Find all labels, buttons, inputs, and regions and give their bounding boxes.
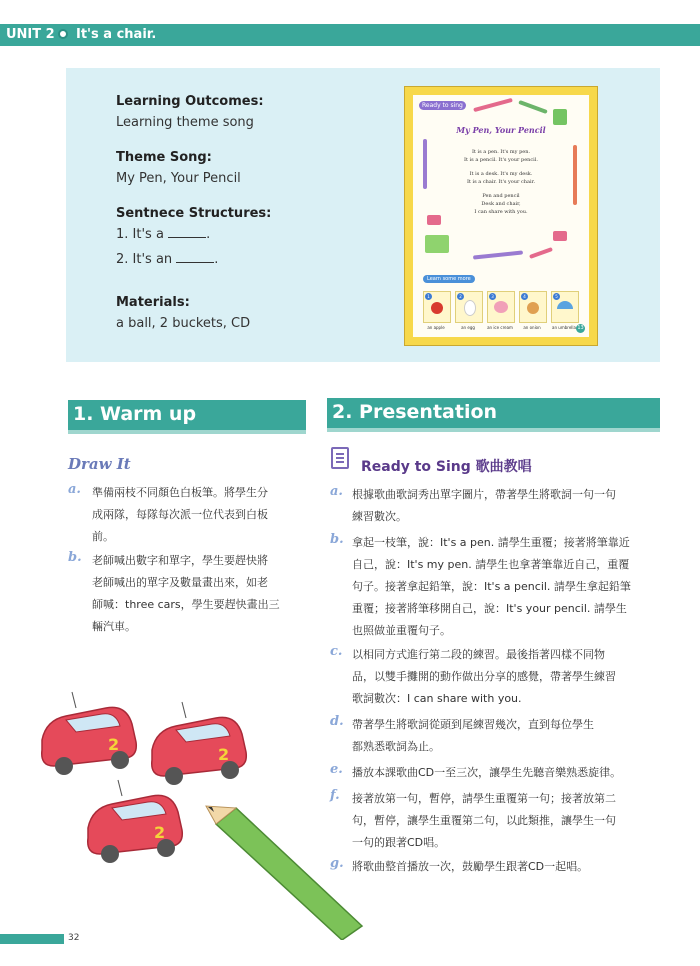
picture-caption: an onion <box>523 325 541 330</box>
lyric-line: It is a pen. It's my pen. <box>471 149 531 155</box>
unit-title: It's a chair. <box>76 27 157 42</box>
item-line: 練習數次。 <box>352 510 407 523</box>
item-line: 重覆；接著將筆移開自己，說：It's your pencil. 請學生 <box>352 602 627 615</box>
song-title: My Pen, Your Pencil <box>456 125 546 135</box>
structure-2-text: 2. It's an <box>116 252 173 267</box>
song-page-thumbnail <box>404 86 598 346</box>
crayon-illustration <box>518 100 548 114</box>
item-marker: c. <box>330 644 343 659</box>
cars-illustration <box>36 690 366 940</box>
item-line: 老師喊出數字和單字，學生要趕快將 <box>92 554 268 567</box>
warmup-heading-bar <box>68 400 306 430</box>
item-line: 句子。接著拿起鉛筆，說：It's a pencil. 請學生拿起鉛筆 <box>352 580 631 593</box>
book-page-number: 13 <box>577 325 584 331</box>
presentation-item-d <box>330 714 660 758</box>
unit-label: UNIT 2 <box>6 27 55 42</box>
item-marker: b. <box>330 532 344 547</box>
presentation-item-e <box>330 762 660 784</box>
presentation-item-c <box>330 644 660 710</box>
ice-cream-picture <box>487 291 515 323</box>
chair-illustration <box>553 109 567 125</box>
presentation-underline <box>327 428 660 432</box>
item-line: 以相同方式進行第二段的練習。最後指著四樣不同物 <box>352 648 605 661</box>
footer-bar <box>0 934 64 944</box>
page-number: 32 <box>68 933 80 943</box>
eraser-illustration <box>553 231 567 241</box>
item-line: 成兩隊，每隊每次派一位代表到白板 <box>92 508 268 521</box>
item-line: 品，以雙手攤開的動作做出分享的感覺，帶著學生練習 <box>352 670 616 683</box>
lyric-line: Pen and pencil <box>482 193 520 199</box>
item-marker: b. <box>68 550 82 565</box>
warmup-item-a <box>68 482 304 548</box>
item-line: 也照做並重覆句子。 <box>352 624 451 637</box>
lesson-info-column <box>116 94 356 331</box>
item-line: 播放本課歌曲CD一至三次，讓學生先聽音樂熟悉旋律。 <box>352 766 622 779</box>
lyric-line: It is a desk. It's my desk. <box>469 171 533 177</box>
theme-song-heading: Theme Song: <box>116 150 212 165</box>
outcomes-value: Learning theme song <box>116 115 254 130</box>
crayon-illustration <box>529 247 553 259</box>
warmup-item-b <box>68 550 304 638</box>
picture-caption: an apple <box>427 325 445 330</box>
egg-picture <box>455 291 483 323</box>
presentation-item-a <box>330 484 660 528</box>
warmup-underline <box>68 430 306 434</box>
presentation-item-b <box>330 532 660 642</box>
lyric-line: It is a chair. It's your chair. <box>466 179 536 185</box>
item-marker: a. <box>330 484 343 499</box>
pencil-illustration <box>473 98 513 112</box>
pencil-illustration <box>473 250 523 259</box>
svg-text:2: 2 <box>218 745 230 764</box>
item-line: 都熟悉歌詞為止。 <box>352 740 440 753</box>
picture-number: 2 <box>457 293 464 300</box>
svg-text:2: 2 <box>108 735 120 754</box>
picture-number: 4 <box>521 293 528 300</box>
presentation-item-f <box>330 788 660 854</box>
item-marker: f. <box>330 788 340 803</box>
lesson-info-box <box>66 68 660 362</box>
presentation-item-g <box>330 856 660 878</box>
car-icon <box>152 702 247 785</box>
svg-text:2: 2 <box>154 823 166 842</box>
onion-picture <box>519 291 547 323</box>
item-line: 自己，說：It's my pen. 請學生也拿著筆靠近自己，重覆 <box>352 558 630 571</box>
learn-more-tag: Learn some more <box>423 275 475 283</box>
item-line: 老師喊出的單字及數量畫出來，如老 <box>92 576 268 589</box>
structure-1-text: 1. It's a <box>116 227 164 242</box>
draw-it-subheading: Draw It <box>68 455 131 473</box>
item-line: 歌詞數次：I can share with you. <box>352 692 522 705</box>
item-marker: e. <box>330 762 343 777</box>
outcomes-heading: Learning Outcomes: <box>116 94 264 109</box>
structure-2: 2. It's an . <box>116 252 219 267</box>
item-marker: a. <box>68 482 81 497</box>
item-marker: d. <box>330 714 344 729</box>
item-line: 根據歌曲歌詞秀出單字圖片，帶著學生將歌詞一句一句 <box>352 488 616 501</box>
unit-dot-icon <box>58 29 68 39</box>
blank-line <box>168 227 206 238</box>
materials-value: a ball, 2 buckets, CD <box>116 316 251 331</box>
umbrella-picture <box>551 291 579 323</box>
lyric-line: It is a pencil. It's your pencil. <box>464 157 538 163</box>
picture-number: 5 <box>553 293 560 300</box>
presentation-heading-bar <box>327 398 660 428</box>
unit-header-bar <box>0 24 700 46</box>
picture-caption: an umbrella <box>552 325 576 330</box>
theme-song-value: My Pen, Your Pencil <box>116 171 241 186</box>
ready-to-sing-tag: Ready to sing <box>419 101 466 110</box>
lyric-line: Desk and chair, <box>481 201 521 207</box>
warmup-heading: 1. Warm up <box>73 403 197 425</box>
item-line: 將歌曲整首播放一次，鼓勵學生跟著CD一起唱。 <box>352 860 589 873</box>
item-line: 帶著學生將歌詞從頭到尾練習幾次，直到每位學生 <box>352 718 594 731</box>
blank-line <box>176 252 214 263</box>
apple-picture <box>423 291 451 323</box>
eraser-illustration <box>427 215 441 225</box>
item-marker: g. <box>330 856 344 871</box>
picture-caption: an egg <box>461 325 475 330</box>
song-page <box>413 95 589 337</box>
picture-number: 1 <box>425 293 432 300</box>
item-line: 拿起一枝筆，說：It's a pen. 請學生重覆；接著將筆靠近 <box>352 536 630 549</box>
desk-illustration <box>425 235 449 253</box>
document-icon <box>331 447 349 469</box>
picture-caption: an ice cream <box>487 325 513 330</box>
item-line: 準備兩枝不同顏色白板筆。將學生分 <box>92 486 268 499</box>
car-icon <box>42 692 137 775</box>
materials-heading: Materials: <box>116 295 190 310</box>
item-line: 前。 <box>92 530 114 543</box>
car-icon <box>88 780 183 863</box>
structure-1: 1. It's a . <box>116 227 211 242</box>
item-line: 師喊：three cars，學生要趕快畫出三 <box>92 598 280 611</box>
picture-number: 3 <box>489 293 496 300</box>
item-line: 接著放第一句，暫停，請學生重覆第一句；接著放第二 <box>352 792 616 805</box>
item-line: 一句的跟著CD唱。 <box>352 836 446 849</box>
presentation-heading: 2. Presentation <box>332 401 498 423</box>
structures-heading: Sentnece Structures: <box>116 206 272 221</box>
item-line: 輛汽車。 <box>92 620 136 633</box>
lyric-line: I can share with you. <box>474 209 528 215</box>
item-line: 句，暫停，讓學生重覆第二句，以此類推，讓學生一句 <box>352 814 616 827</box>
ready-to-sing-subheading: Ready to Sing 歌曲教唱 <box>361 459 532 475</box>
